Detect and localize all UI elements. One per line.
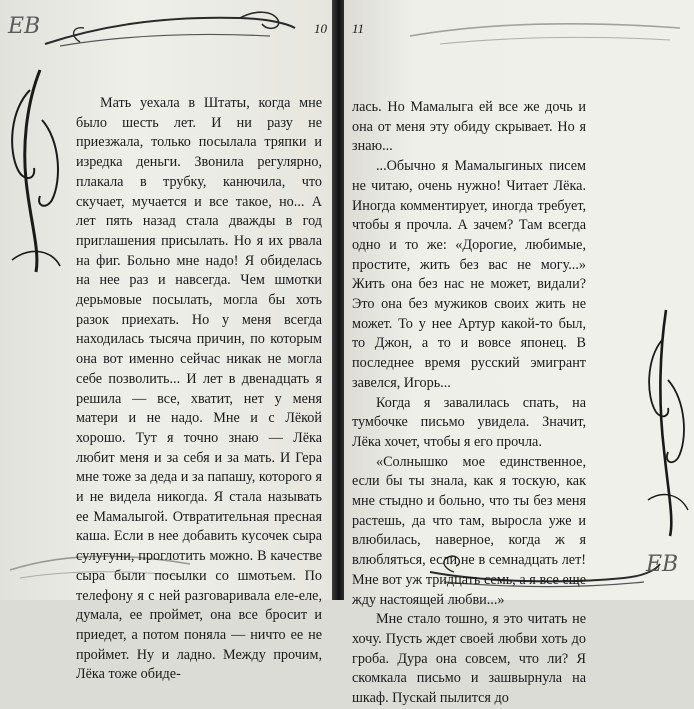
paragraph: Когда я завалилась спать, на тумбочке письмо увидела. Значит, Лёка хочет, чтобы я его прочла. [352, 394, 586, 450]
left-page-text [76, 94, 322, 685]
flourish-side-left-icon [0, 60, 70, 280]
logo-monogram-text: ЕВ [646, 552, 679, 577]
paragraph: Мать уехала в Штаты, когда мне было шесть лет. И ни разу не приезжала, только посылала тряпки и изредка деньги. Звонила регулярно, плакала в трубку, канючила, что скучает, мучается и все такое, но... А лет пять назад стала дважды в год приглашения присылать. Но я их рвала на фиг. Больно мне надо! Я обиделась на нее раз и навсегда. Чем шмотки дерьмовые посылать, могла бы хоть разок приехать. Но у меня всегда находилась тысяча причин, по которым она вот именно сейчас никак не могла себе позволить... И лет в двенадцать я решила — все, хватит, нет у меня матери и не надо. Мне и с Лёкой хорошо. Тут я точно знаю — Лёка любит меня и за себя и за мать. И Гера мне тоже за деда и за папашу, которого я и не видела никогда. Я стала называть ее Мамалыгой. Отвратительная пресная каша. Если в нее добавить кусочек сыра сулугуни, проглотить можно. В качестве сыра были посылки со шмотьем. По телефону я с ней разговаривала еле-еле, думала, ее проймет, она все бросит и приедет, а потом поняла — ничто ее не проймет. Ну и ладно. Между прочим, Лёка тоже обиде- [76, 95, 322, 683]
right-page-text [352, 98, 586, 709]
flourish-top-right-icon [380, 6, 690, 56]
flourish-side-right-icon [640, 300, 694, 540]
paragraph: Мне стало тошно, я это читать не хочу. Пусть ждет своей любви хоть до гроба. Дура она совсем, что ли? Я скомкала письмо и зашвырнула на шкаф. Пускай пылится до [352, 611, 586, 707]
logo-monogram-text: ЕВ [8, 14, 41, 39]
paragraph: лась. Но Мамалыга ей все же дочь и она от меня эту обиду скрывает. Но я знаю... [352, 99, 586, 155]
paragraph: «Солнышко мое единственное, если бы ты знала, как я тоскую, как мне стыдно и больно, что ты без меня растешь, да что там, выросла уже и влюбилась, наверное, когда ж я влюбляться, если не в семнадцать лет! Мне вот уж тридцать семь, а я все еще жду настоящей любви...» [352, 453, 586, 608]
page-number-left: 10 [314, 21, 327, 36]
paragraph: ...Обычно я Мамалыгиных писем не читаю, очень нужно! Читает Лёка. Иногда комментирует, иногда требует, чтобы я прочла. А зачем? Там всегда одно и то же: «Дорогие, любимые, простите, жить без вас не могу...» Жить она без нас не может, видали? Это она без мужиков своих жить не может. То у нее Артур какой-то был, то Джон, а то и вовсе японец. В последнее время русский эмигрант завелся, Игорь... [352, 158, 586, 391]
monogram-bottom-right [646, 552, 678, 577]
page-number-right: 11 [352, 21, 365, 36]
flourish-top-left-icon [40, 6, 300, 56]
monogram-top-left [8, 14, 40, 39]
left-page [0, 0, 336, 683]
